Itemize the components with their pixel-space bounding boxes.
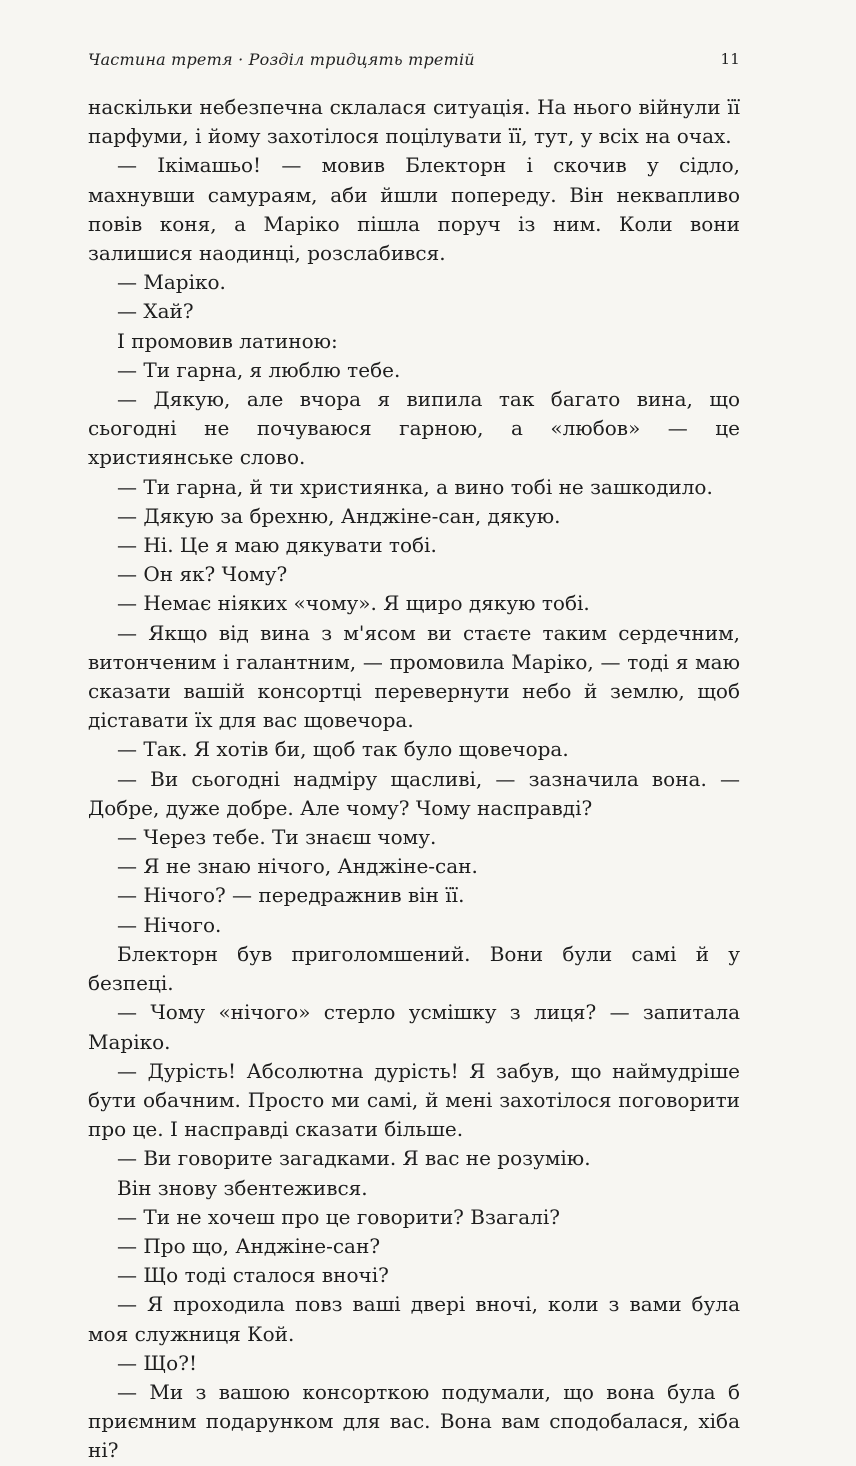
paragraph: — Що тоді сталося вночі? [117,1263,389,1288]
paragraph: — Дурість! Абсолютна дурість! Я забув, що наймудріше бути обачним. Просто ми самі, й мені захотілося поговорити про це. І насправді сказати більше. [88,1058,740,1142]
paragraph: Блекторн був приголомшений. Вони були самі й у безпеці. [88,941,740,996]
section-title [88,50,475,69]
paragraph: І промовив латиною: [117,328,338,353]
paragraph: — Ви сьогодні надміру щасливі, — зазначила вона. — Добре, дуже добре. Але чому? Чому насправді? [88,766,740,820]
part-title: Частина третя [88,50,233,69]
paragraph: — Ти гарна, я люблю тебе. [117,357,401,382]
paragraph: — Хай? [117,299,194,324]
paragraph: — Ми з вашою консорткою подумали, що вона була б приємним подарунком для вас. Вона вам сподобалася, хіба ні? [88,1379,740,1463]
paragraph: — Дякую, але вчора я випила так багато вина, що сьогодні не почуваюся гарною, а «любов» — це християнське слово. [88,387,740,470]
paragraph: — Ікімашьо! — мовив Блекторн і скочив у сідло, махнувши самураям, аби йшли попереду. Він неквапливо повів коня, а Маріко пішла поруч із ним. Коли вони залишися наодинці, розслабився. [88,153,740,266]
paragraph: — Ти не хочеш про це говорити? Взагалі? [117,1204,561,1229]
running-head [88,50,740,76]
paragraph: — Я не знаю нічого, Анджіне-сан. [117,854,478,879]
paragraph: — Нічого? — передражнив він її. [117,883,465,908]
page-number: 11 [720,50,740,68]
paragraph: наскільки небезпечна склалася ситуація. На нього війнули її парфуми, і йому захотілося поцілувати її, тут, у всіх на очах. [88,95,740,149]
paragraph: — Через тебе. Ти знаєш чому. [117,825,437,850]
paragraph: — Немає ніяких «чому». Я щиро дякую тобі. [117,591,590,616]
paragraph: — Дякую за брехню, Анджіне-сан, дякую. [117,503,561,528]
paragraph: — Нічого. [117,912,222,937]
chapter-title: Розділ тридцять третій [248,50,475,69]
paragraph: — Що?! [117,1350,197,1375]
paragraph: — Маріко. [117,270,226,295]
separator: · [238,50,244,69]
paragraph: — Ні. Це я маю дякувати тобі. [117,533,437,558]
paragraph: — Ти гарна, й ти християнка, а вино тобі не зашкодило. [117,474,713,499]
text-body [88,93,740,1466]
paragraph: — Я проходила повз ваші двері вночі, коли з вами була моя служниця Кой. [88,1292,740,1346]
paragraph: — Так. Я хотів би, щоб так було щовечора. [117,737,569,762]
paragraph: — Якщо від вина з м'ясом ви стаєте таким сердечним, витонченим і галантним, — промовила Маріко, — тоді я маю сказати вашій консортці перевернути небо й землю, щоб діставати їх для вас щовечора. [88,620,740,733]
paragraph: — Он як? Чому? [117,562,288,587]
paragraph: — Чому «нічого» стерло усмішку з лиця? — запитала Маріко. [88,1000,740,1054]
paragraph: — Ви говорите загадками. Я вас не розумію. [117,1146,591,1171]
paragraph: Він знову збентежився. [117,1175,368,1200]
paragraph: — Про що, Анджіне-сан? [117,1233,381,1258]
